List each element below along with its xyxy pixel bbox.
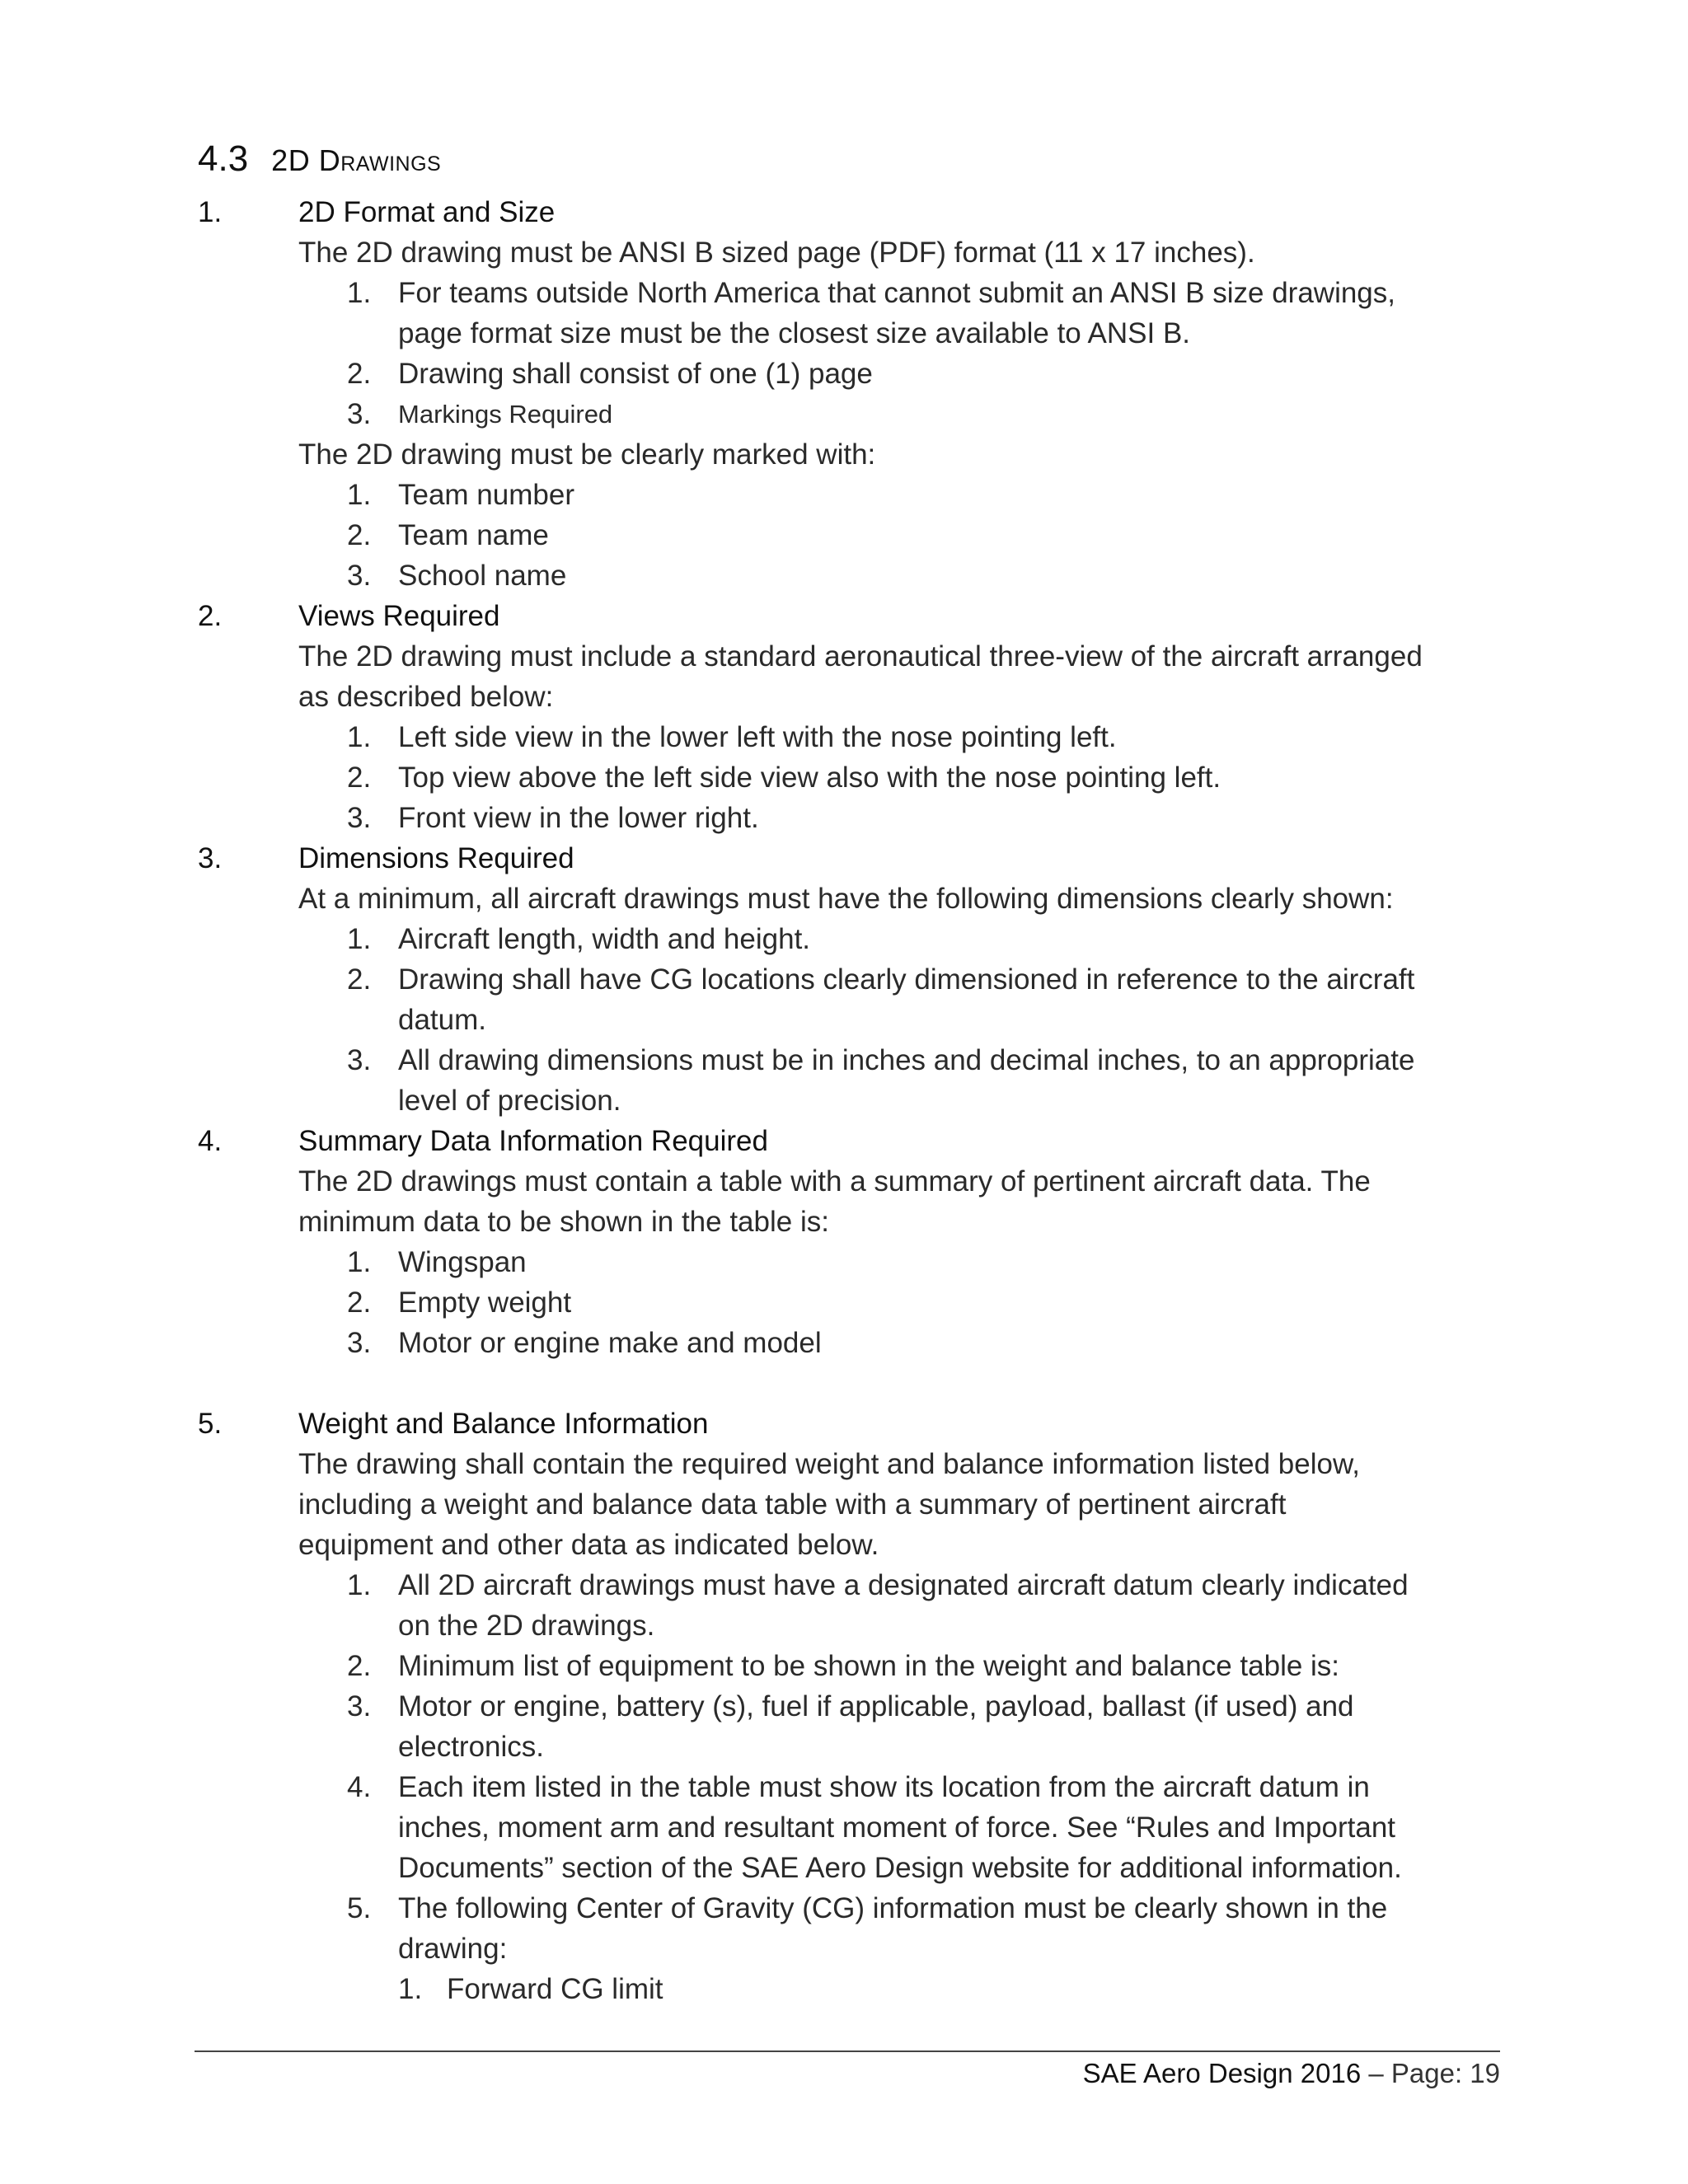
list-item-text: Each item listed in the table must show its location from the aircraft datum in xyxy=(398,1771,1370,1803)
list-item-number: 2. xyxy=(347,762,372,794)
item-body: including a weight and balance data table with a summary of pertinent aircraft xyxy=(298,1488,1287,1521)
item-body: equipment and other data as indicated below. xyxy=(298,1529,879,1561)
page-footer xyxy=(1083,2054,1500,2093)
footer-divider xyxy=(195,2050,1500,2052)
list-item-number: 1. xyxy=(347,277,372,309)
item-number: 5. xyxy=(198,1408,223,1440)
list-item-number: 2. xyxy=(347,358,372,390)
list-item-number: 1. xyxy=(347,479,372,511)
section-number: 4.3 xyxy=(198,138,249,179)
item-title: Views Required xyxy=(298,600,500,632)
item-body: minimum data to be shown in the table is: xyxy=(298,1206,829,1238)
list-item-text: level of precision. xyxy=(398,1085,621,1117)
item-body: At a minimum, all aircraft drawings must have the following dimensions clearly shown: xyxy=(298,883,1394,915)
nested-list-item-text: Forward CG limit xyxy=(447,1973,663,2005)
list-item-text: Minimum list of equipment to be shown in the weight and balance table is: xyxy=(398,1650,1340,1682)
list-item-number: 1. xyxy=(347,1246,372,1278)
item-body: The 2D drawing must be ANSI B sized page (PDF) format (11 x 17 inches). xyxy=(298,237,1255,269)
list-item-text: Top view above the left side view also with the nose pointing left. xyxy=(398,762,1221,794)
item-number: 2. xyxy=(198,600,223,632)
list-item-text: Wingspan xyxy=(398,1246,527,1278)
item-title: Summary Data Information Required xyxy=(298,1125,768,1157)
list-item-number: 3. xyxy=(347,1327,372,1359)
list-item-number: 2. xyxy=(347,963,372,996)
list-item-number: 3. xyxy=(347,560,372,592)
item-number: 4. xyxy=(198,1125,223,1157)
list-item-text: Team number xyxy=(398,479,574,511)
list-item-text: For teams outside North America that cannot submit an ANSI B size drawings, xyxy=(398,277,1395,309)
list-item-text: Empty weight xyxy=(398,1286,572,1319)
list-item-text: Drawing shall consist of one (1) page xyxy=(398,358,873,390)
list-item-text: All 2D aircraft drawings must have a designated aircraft datum clearly indicated xyxy=(398,1569,1409,1601)
list-item-text: Documents” section of the SAE Aero Design website for additional information. xyxy=(398,1852,1402,1884)
item-title: 2D Format and Size xyxy=(298,196,556,228)
list-item-text: on the 2D drawings. xyxy=(398,1610,655,1642)
list-item-number: 1. xyxy=(347,1569,372,1601)
list-item-number: 3. xyxy=(347,802,372,834)
list-item-text: page format size must be the closest size available to ANSI B. xyxy=(398,317,1191,349)
page-number: Page: 19 xyxy=(1390,2058,1500,2088)
list-item-number: 1. xyxy=(347,721,372,753)
item-title: Dimensions Required xyxy=(298,842,574,874)
list-item-number: 1. xyxy=(347,923,372,955)
nested-list-item-number: 1. xyxy=(398,1973,423,2005)
item-body: as described below: xyxy=(298,681,554,713)
item-title: Weight and Balance Information xyxy=(298,1408,709,1440)
list-item-text: All drawing dimensions must be in inches and decimal inches, to an appropriate xyxy=(398,1044,1415,1076)
list-item-text: Motor or engine, battery (s), fuel if applicable, payload, ballast (if used) and xyxy=(398,1690,1354,1722)
footer-separator: – xyxy=(1361,2058,1391,2088)
list-item-text: Team name xyxy=(398,519,549,551)
item-number: 1. xyxy=(198,196,223,228)
section-title: 2D Drawings xyxy=(271,143,442,177)
list-item-text: Motor or engine make and model xyxy=(398,1327,822,1359)
item-body: The 2D drawings must contain a table with a summary of pertinent aircraft data. The xyxy=(298,1165,1371,1197)
list-item-text: inches, moment arm and resultant moment of force. See “Rules and Important xyxy=(398,1811,1396,1844)
list-item-text: The following Center of Gravity (CG) information must be clearly shown in the xyxy=(398,1892,1388,1924)
list-item-number: 5. xyxy=(347,1892,372,1924)
list-item-text: datum. xyxy=(398,1004,486,1036)
list-item-text: electronics. xyxy=(398,1731,545,1763)
list-item-number: 3. xyxy=(347,398,372,430)
list-item-number: 2. xyxy=(347,519,372,551)
list-item-text: Front view in the lower right. xyxy=(398,802,759,834)
footer-title: SAE Aero Design 2016 xyxy=(1082,2058,1362,2088)
list-item-number: 2. xyxy=(347,1650,372,1682)
list-item-text: School name xyxy=(398,560,567,592)
list-item-text: Aircraft length, width and height. xyxy=(398,923,811,955)
list-item-text: Left side view in the lower left with the nose pointing left. xyxy=(398,721,1117,753)
list-item-text: Drawing shall have CG locations clearly dimensioned in reference to the aircraft xyxy=(398,963,1415,996)
list-item-text: drawing: xyxy=(398,1933,508,1965)
section-heading xyxy=(198,138,441,180)
item-body: The drawing shall contain the required weight and balance information listed below, xyxy=(298,1448,1361,1480)
item-body: The 2D drawing must include a standard aeronautical three-view of the aircraft arranged xyxy=(298,640,1423,673)
list-item-number: 3. xyxy=(347,1690,372,1722)
item-body: The 2D drawing must be clearly marked with: xyxy=(298,438,876,471)
list-item-number: 3. xyxy=(347,1044,372,1076)
list-item-number: 2. xyxy=(347,1286,372,1319)
item-number: 3. xyxy=(198,842,223,874)
list-item-text: Markings Required xyxy=(398,400,613,429)
list-item-number: 4. xyxy=(347,1771,372,1803)
